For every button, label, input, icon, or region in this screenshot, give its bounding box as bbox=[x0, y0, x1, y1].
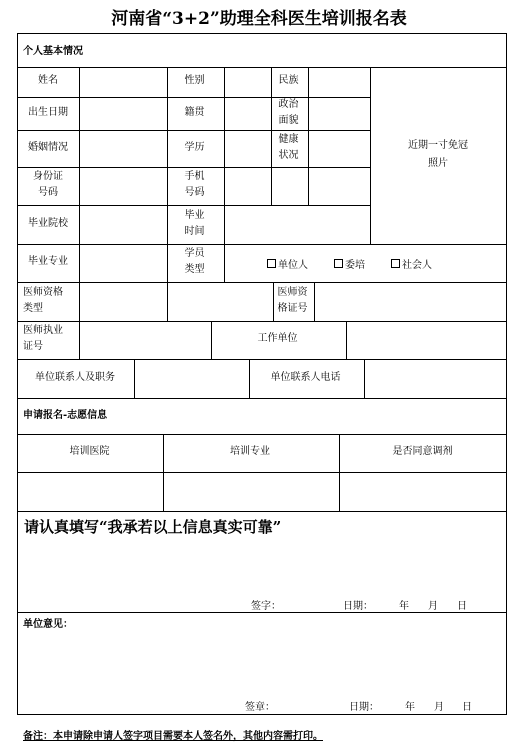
name-field[interactable] bbox=[79, 66, 166, 96]
training-specialty-field[interactable] bbox=[162, 471, 338, 510]
checkbox-icon[interactable] bbox=[334, 259, 343, 268]
form-title: 河南省“3+2”助理全科医生培训报名表 bbox=[111, 9, 407, 29]
checkbox-icon[interactable] bbox=[267, 259, 276, 268]
option-label: 单位人 bbox=[278, 259, 308, 271]
divider bbox=[18, 612, 506, 613]
year-label: 年 bbox=[399, 601, 409, 612]
declaration-statement: 请认真填写“我承若以上信息真实可靠” bbox=[24, 518, 282, 536]
checkbox-icon[interactable] bbox=[391, 259, 400, 268]
graduation-time-label: 毕业 时间 bbox=[184, 209, 205, 237]
training-hospital-label: 培训医院 bbox=[69, 446, 110, 457]
unit-contact-label: 单位联系人及职务 bbox=[35, 371, 115, 383]
unit-contact-phone-label: 单位联系人电话 bbox=[270, 371, 341, 383]
divider bbox=[18, 398, 506, 399]
option-social-person[interactable] bbox=[391, 255, 432, 271]
year-label: 年 bbox=[405, 702, 415, 713]
month-label: 月 bbox=[434, 702, 444, 713]
qualification-type-field[interactable] bbox=[79, 281, 272, 320]
date-label: 日期： bbox=[349, 702, 379, 713]
birth-date-label: 出生日期 bbox=[28, 106, 68, 118]
trainee-type-label: 学员 类型 bbox=[184, 248, 205, 275]
work-unit-field[interactable] bbox=[345, 320, 507, 358]
gender-field[interactable] bbox=[223, 66, 270, 96]
birth-date-field[interactable] bbox=[79, 96, 166, 129]
health-status-label: 健康 状况 bbox=[278, 133, 299, 161]
divider bbox=[18, 511, 506, 512]
adjustment-consent-field[interactable] bbox=[338, 471, 507, 510]
unit-contact-phone-field[interactable] bbox=[363, 358, 507, 397]
political-status-field[interactable] bbox=[307, 96, 369, 129]
qualification-number-label: 医师资 格证号 bbox=[277, 286, 308, 314]
native-place-field[interactable] bbox=[223, 96, 270, 129]
unit-opinion-label: 单位意见： bbox=[23, 618, 73, 630]
health-status-field[interactable] bbox=[307, 129, 369, 166]
seal-label: 签章： bbox=[245, 702, 275, 713]
ethnicity-field[interactable] bbox=[307, 66, 369, 96]
option-label: 委培 bbox=[345, 259, 365, 271]
major-label: 毕业专业 bbox=[28, 256, 68, 267]
graduation-time-field[interactable] bbox=[223, 204, 369, 243]
option-commissioned[interactable] bbox=[334, 255, 365, 271]
gender-label: 性别 bbox=[184, 75, 205, 86]
training-specialty-label: 培训专业 bbox=[230, 446, 270, 457]
day-label: 日 bbox=[462, 702, 472, 713]
mobile-label: 手机 号码 bbox=[184, 171, 205, 198]
qualification-type-label: 医师资格 类型 bbox=[23, 286, 63, 314]
unit-contact-field[interactable] bbox=[133, 358, 248, 397]
id-number-label: 身份证 号码 bbox=[33, 171, 63, 198]
graduate-school-label: 毕业院校 bbox=[28, 217, 68, 229]
month-label: 月 bbox=[428, 601, 438, 612]
name-label: 姓名 bbox=[38, 75, 58, 86]
adjustment-consent-label: 是否同意调剂 bbox=[392, 446, 453, 457]
ethnicity-label: 民族 bbox=[278, 75, 299, 86]
photo-label: 近期一寸免冠 照片 bbox=[408, 139, 468, 169]
political-status-label: 政治 面貌 bbox=[278, 98, 299, 126]
marital-status-label: 婚姻情况 bbox=[28, 141, 68, 153]
option-unit-person[interactable] bbox=[267, 255, 308, 271]
training-hospital-field[interactable] bbox=[17, 471, 162, 510]
section-personal-info: 个人基本情况 bbox=[23, 45, 83, 57]
id-number-field[interactable] bbox=[79, 166, 166, 204]
unit-opinion-field[interactable] bbox=[17, 632, 507, 690]
license-number-label: 医师执业 证号 bbox=[23, 325, 63, 352]
option-label: 社会人 bbox=[402, 259, 432, 271]
major-field[interactable] bbox=[79, 243, 166, 281]
mobile-field[interactable] bbox=[223, 166, 369, 204]
license-number-field[interactable] bbox=[79, 320, 210, 358]
qualification-number-field[interactable] bbox=[313, 281, 507, 320]
graduate-school-field[interactable] bbox=[79, 204, 166, 243]
photo-box bbox=[369, 66, 507, 243]
date-label: 日期： bbox=[343, 601, 373, 612]
footnote: 备注：本申请除申请人签字项目需要本人签名外，其他内容需打印。 bbox=[23, 731, 323, 742]
education-field[interactable] bbox=[223, 129, 270, 166]
marital-status-field[interactable] bbox=[79, 129, 166, 166]
day-label: 日 bbox=[457, 601, 467, 612]
work-unit-label: 工作单位 bbox=[257, 333, 298, 344]
education-label: 学历 bbox=[184, 141, 205, 153]
section-application-info: 申请报名-志愿信息 bbox=[23, 409, 108, 421]
native-place-label: 籍贯 bbox=[184, 106, 205, 118]
signature-label: 签字： bbox=[251, 601, 281, 612]
